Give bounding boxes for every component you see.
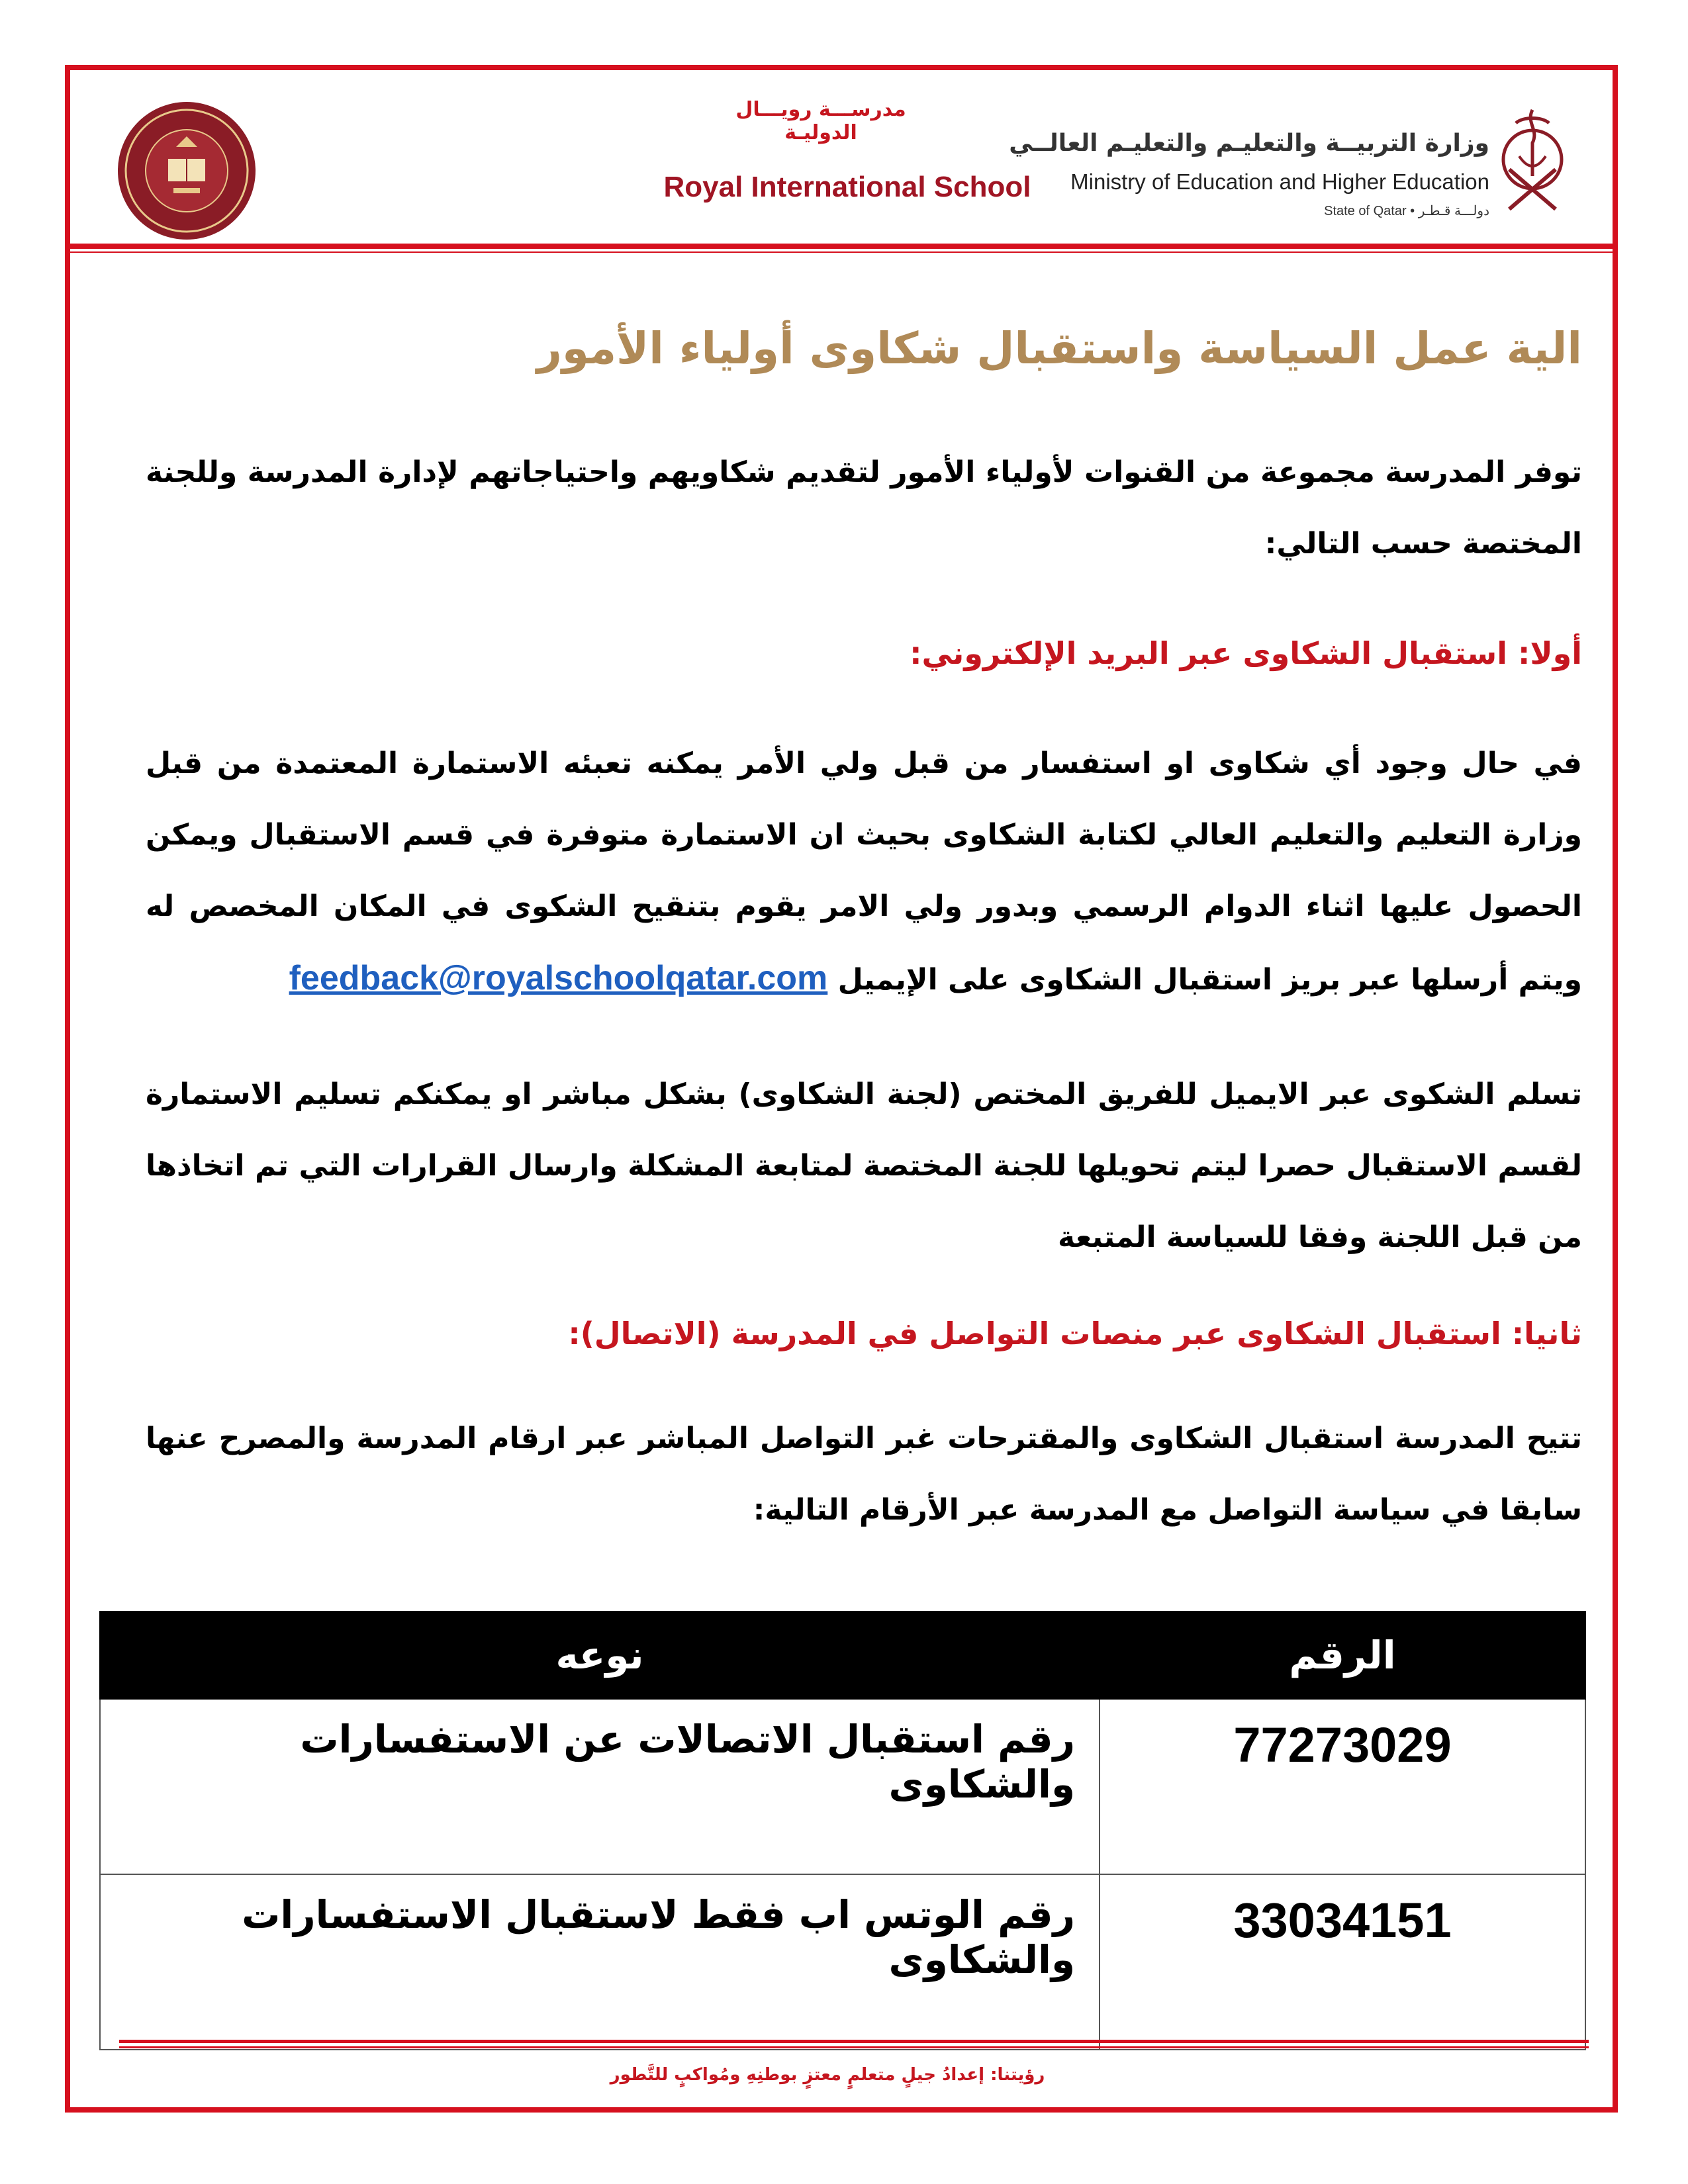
footer-divider-thin: [119, 2046, 1589, 2048]
intro-paragraph: توفر المدرسة مجموعة من القنوات لأولياء الأمور لتقديم شكاويهم واحتياجاتهم لإدارة المدرسة وللجنة المختصة حسب التالي:: [146, 455, 1582, 561]
table-header-row: [100, 1612, 1585, 1699]
section1-body-text: في حال وجود أي شكاوى او استفسار من قبل ولي الأمر يمكنه تعبئه الاستمارة المعتمدة من قبل وزارة التعليم والتعليم العالي لكتابة الشكاوى بحيث ان الاستمارة متوفرة في قسم الاستقبال ويمكن الحصول عليها اثناء الدوام الرسمي وبدور ولي الامر يقوم بتنقيح الشكوى في المكان المخصص له ويتم أرسلها عبر بريز استقبال الشكاوى على الإيميل: [146, 747, 1582, 997]
feedback-email-link[interactable]: feedback@royalschoolqatar.com: [289, 959, 828, 997]
school-name-english: Royal International School: [663, 171, 1031, 203]
ministry-name-arabic: وزارة التربيــة والتعليـم والتعليـم العالــي: [1009, 130, 1489, 157]
phone-type-cell: رقم استقبال الاتصالات عن الاستفسارات والشكاوى: [100, 1699, 1100, 1874]
vision-statement: رؤيتنا: إعدادُ جيلٍ متعلمٍ معتزٍ بوطنِهِ ومُواكبٍ للتَّطور: [610, 2065, 1045, 2085]
section2-heading: ثانيا: استقبال الشكاوى عبر منصات التواصل في المدرسة (الاتصال):: [568, 1316, 1582, 1351]
ministry-logo-block: [1009, 97, 1569, 229]
table-row: [100, 1699, 1585, 1874]
section2-body: تتيح المدرسة استقبال الشكاوى والمقترحات غبر التواصل المباشر عبر ارقام المدرسة والمصرح عنها سابقا في سياسة التواصل مع المدرسة عبر الأرقام التالية:: [146, 1422, 1582, 1527]
section1-body: [146, 728, 1582, 1016]
qatar-emblem-icon: [1496, 97, 1569, 222]
state-label: State of Qatar • دولـــة قـطـر: [1324, 204, 1489, 218]
table-row: [100, 1874, 1585, 2050]
phone-number-cell: 77273029: [1100, 1699, 1585, 1874]
section1-heading: أولا: استقبال الشكاوى عبر البريد الإلكتروني:: [910, 635, 1582, 671]
column-header-type: نوعه: [100, 1612, 1100, 1699]
royal-school-crest-icon: [107, 97, 266, 249]
column-header-number: الرقم: [1100, 1612, 1585, 1699]
section1-body2: تسلم الشكوى عبر الايميل للفريق المختص (لجنة الشكاوى) بشكل مباشر او يمكنكم تسليم الاستمارة لقسم الاستقبال حصرا ليتم تحويلها للجنة المختصة لمتابعة المشكلة وارسال القرارات التي تم اتخاذها من قبل اللجنة وفقا للسياسة المتبعة: [146, 1077, 1582, 1254]
ministry-name-english: Ministry of Education and Higher Education: [1070, 169, 1489, 194]
page-title: الية عمل السياسة واستقبال شكاوى أولياء الأمور: [536, 323, 1582, 374]
phone-type-cell: رقم الوتس اب فقط لاستقبال الاستفسارات والشكاوى: [100, 1874, 1100, 2050]
school-name-arabic: مدرســـة رويـــال الدوليـة: [735, 98, 906, 144]
footer-divider: [119, 2040, 1589, 2043]
contact-numbers-table: [99, 1611, 1586, 2050]
phone-number-cell: 33034151: [1100, 1874, 1585, 2050]
header-divider-thin: [70, 251, 1613, 253]
header-divider: [70, 244, 1613, 249]
